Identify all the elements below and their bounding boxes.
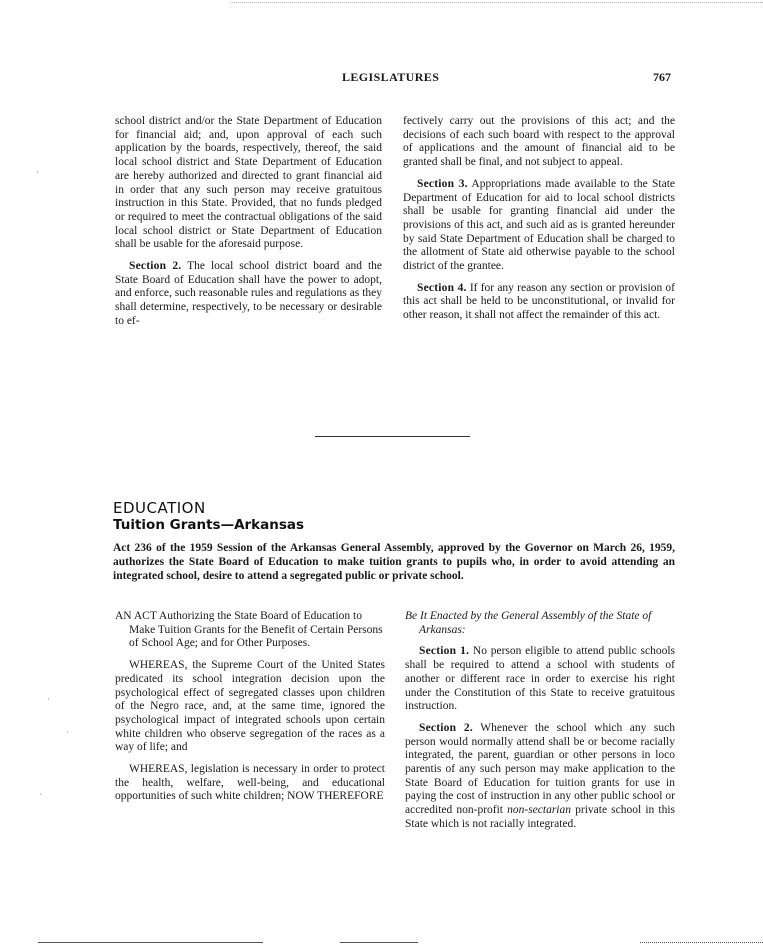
italic-term: non-sectarian: [507, 804, 572, 817]
section-2-paragraph: [405, 722, 675, 832]
scan-edge-dots: [230, 2, 763, 3]
article-subtitle: Tuition Grants—Arkansas: [113, 517, 305, 533]
section-text: Appropriations made available to the State Department of Education for aid to local school districts shall be usable for granting financial aid under the provisions of this act, and such aid as is granted hereunder by said State Department of Education shall be charged to the allotment of State aid otherwise payable to the school district of the grantee.: [403, 177, 675, 273]
act-title: AN ACT Authorizing the State Board of Education to Make Tuition Grants for the Benefit of Certain Persons of School Age; and for Other Purposes.: [115, 610, 383, 650]
paragraph-continuation: fectively carry out the provisions of this act; and the decisions of each such board with respect to the approval of applications and the amount of financial aid to be granted shall be final, and not subject to appeal.: [403, 115, 675, 169]
bottom-edge-line: [640, 942, 763, 943]
section-4-paragraph: [403, 282, 675, 323]
margin-speck: ·: [47, 695, 50, 705]
section-label: Section 1.: [419, 645, 470, 658]
enacting-clause: Be It Enacted by the General Assembly of the State of Arkansas:: [405, 610, 652, 636]
paragraph-continuation: school district and/or the State Department of Education for financial aid; and, upon approval of each such application by the boards, respectively, thereof, the said local school district and State Department of Education are hereby authorized and directed to grant financial aid in order that any such person may receive gratuitous instruction in this State. Provided, that no funds pledged or required to meet the contractual obligations of the said local school district or State Department of Education shall be usable for the aforesaid purpose.: [115, 115, 382, 251]
page-number: 767: [653, 70, 671, 84]
article-summary: Act 236 of the 1959 Session of the Arkansas General Assembly, approved by the Governor on March 26, 1959, authorizes the State Board of Education to make tuition grants to pupils who, in order to avoid attending an integrated school, desire to attend a segregated public or private school.: [113, 542, 675, 582]
margin-speck: ·: [36, 168, 39, 178]
running-header: [115, 70, 675, 86]
section-label: Section 2.: [419, 721, 473, 734]
section-label: Section 4.: [417, 281, 467, 294]
whereas-paragraph-1: WHEREAS, the Supreme Court of the United States predicated its school integration decision upon the psychological effect of segregated classes upon children of the Negro race, and, at the same time, ignored the psychological impact of integrated schools upon certain white children who observe segregation of the races as a way of life; and: [115, 659, 385, 754]
bottom-left-column: [115, 610, 385, 812]
section-divider: [315, 436, 470, 437]
bottom-edge-line: [38, 942, 263, 943]
section-text: Whenever the school which any such person would normally attend shall be or become racially integrated, the parent, guardian or other persons in loco parentis of any such person may make application to the State Board of Education for tuition grants for use in paying the cost of instruction in any other public school or accredited non-profit: [405, 721, 675, 817]
section-text: No person eligible to attend public schools shall be required to attend a school with students of another or different race in order to exercise his right under the Constitution of this State to receive gratuitous instruction.: [405, 645, 675, 713]
section-text: If for any reason any section or provision of this act shall be held to be unconstitutional, or invalid for other reason, it shall not affect the remainder of this act.: [403, 281, 676, 322]
section-2-paragraph: [115, 260, 382, 329]
section-text: private school in this State which is not racially integrated.: [405, 804, 676, 830]
section-1-paragraph: [405, 645, 675, 714]
margin-speck: ·: [66, 728, 69, 738]
running-title: LEGISLATURES: [342, 70, 440, 84]
bottom-edge-line: [340, 942, 418, 943]
top-left-column: [115, 115, 382, 337]
whereas-paragraph-2: WHEREAS, legislation is necessary in order to protect the health, welfare, well-being, and educational opportunities of such white children; NOW THEREFORE: [115, 763, 385, 803]
article-category: EDUCATION: [113, 499, 206, 517]
margin-speck: ·: [39, 790, 42, 800]
section-label: Section 2.: [129, 260, 182, 273]
section-text: The local school district board and the State Board of Education shall have the power to adopt, and enforce, such reasonable rules and regulations as they shall determine, respectively, to be necessary or desirable to ef-: [115, 260, 382, 327]
bottom-right-column: [405, 610, 675, 840]
section-3-paragraph: [403, 178, 675, 274]
section-label: Section 3.: [417, 177, 468, 190]
top-right-column: [403, 115, 675, 331]
